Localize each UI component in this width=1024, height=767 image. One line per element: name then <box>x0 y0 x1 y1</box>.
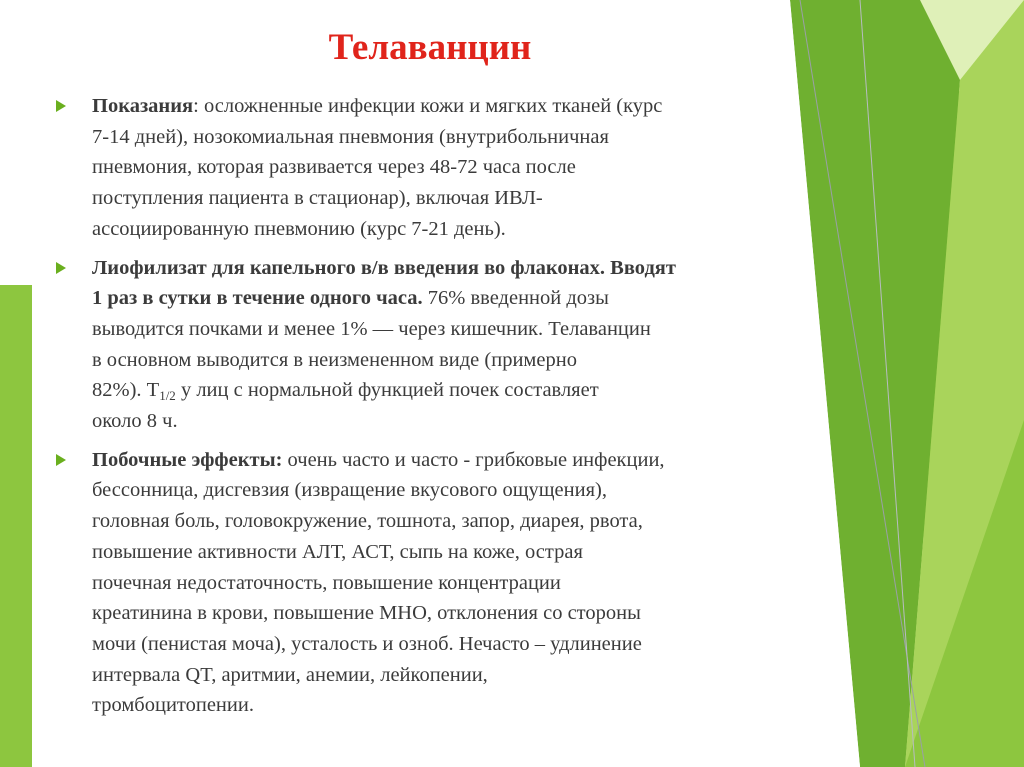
text-line: поступления пациента в стационар), включая ИВЛ- <box>92 187 543 210</box>
half-life-subscript: 1/2 <box>159 388 176 404</box>
text-line: бессонница, дисгевзия (извращение вкусового ощущения), <box>92 479 607 502</box>
slide-content <box>52 91 812 729</box>
text-line <box>92 445 812 476</box>
text-fragment: 76% введенной дозы <box>422 287 609 310</box>
page-title: Телаванцин <box>328 27 532 68</box>
text-fragment-bold: 1 раз в сутки в течение одного часа. <box>92 287 423 310</box>
text-line: креатинина в крови, повышение МНО, отклонения со стороны <box>92 602 641 625</box>
left-green-strip-front <box>0 285 32 767</box>
text-fragment: : осложненные инфекции кожи и мягких тканей (курс <box>193 95 663 117</box>
paragraph-indications <box>52 91 812 245</box>
paragraph-dosage <box>52 253 812 437</box>
text-line: тромбоцитопении. <box>92 694 254 717</box>
text-line <box>92 375 812 406</box>
text-line: интервала QT, аритмии, анемии, лейкопении, <box>92 663 488 686</box>
text-line <box>92 91 812 122</box>
text-line: 7-14 дней), нозокомиальная пневмония (внутрибольничная <box>92 125 609 148</box>
text-line: выводится почками и менее 1% — через кишечник. Телаванцин <box>92 317 651 340</box>
text-line: около 8 ч. <box>92 410 178 433</box>
triangle-bullet-icon <box>56 262 66 274</box>
text-line: почечная недостаточность, повышение концентрации <box>92 571 561 594</box>
text-line: в основном выводится в неизмененном виде (примерно <box>92 348 577 371</box>
text-line: повышение активности АЛТ, АСТ, сыпь на коже, острая <box>92 540 583 563</box>
text-fragment: очень часто и часто - грибковые инфекции, <box>282 448 665 471</box>
triangle-bullet-icon <box>56 100 66 112</box>
text-line <box>92 283 812 314</box>
text-line: пневмония, которая развивается через 48-72 часа после <box>92 156 576 179</box>
paragraph-side-effects <box>52 445 812 721</box>
text-fragment: у лиц с нормальной функцией почек составляет <box>175 379 599 402</box>
text-line: ассоциированную пневмонию (курс 7-21 день). <box>92 217 506 240</box>
text-fragment: 82%). Т <box>92 379 160 402</box>
text-line: головная боль, головокружение, тошнота, запор, диарея, рвота, <box>92 510 643 533</box>
triangle-bullet-icon <box>56 454 66 466</box>
label-side-effects: Побочные эффекты: <box>92 448 283 471</box>
text-line: мочи (пенистая моча), усталость и озноб. Нечасто – удлинение <box>92 632 642 655</box>
text-line: Лиофилизат для капельного в/в введения во флаконах. Вводят <box>92 256 676 279</box>
label-indications: Показания <box>92 95 194 117</box>
